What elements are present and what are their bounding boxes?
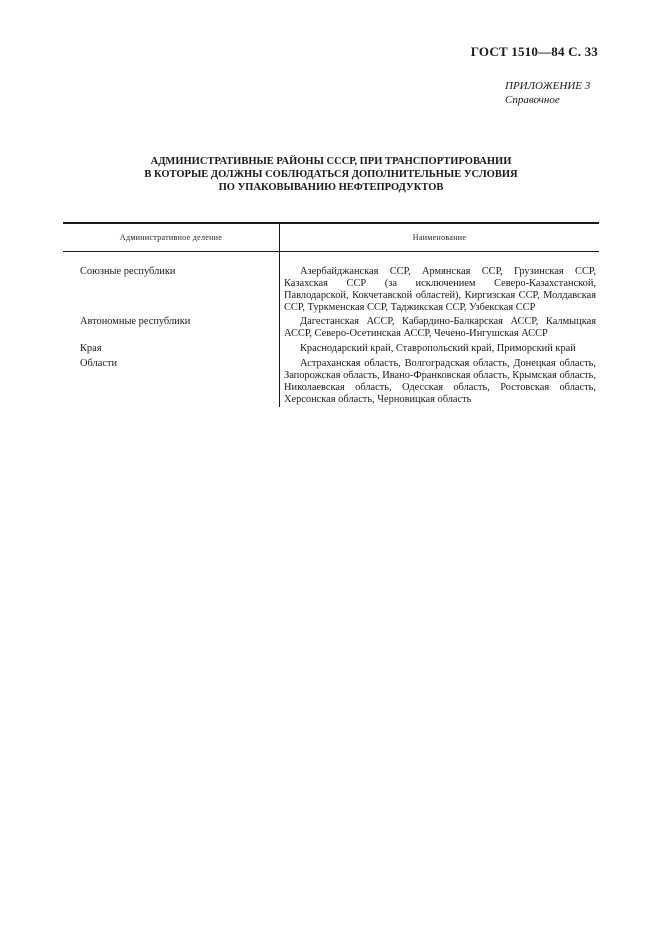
table-header-row: [63, 224, 599, 252]
column-header-name: Наименование: [279, 224, 599, 251]
appendix-label: ПРИЛОЖЕНИЕ 3: [505, 80, 591, 92]
title-line-1: АДМИНИСТРАТИВНЫЕ РАЙОНЫ СССР, ПРИ ТРАНСПОРТИРОВАНИИ: [150, 156, 512, 167]
names-cell: Азербайджанская ССР, Армянская ССР, Грузинская ССР, Казахская ССР (за исключением Северо-Казахстанской, Павлодарской, Кокчетавской областей), Киргизская ССР, Молдавская ССР, Туркменская ССР, Таджикская ССР, Узбекская ССР: [284, 266, 596, 314]
column-header-division: Административное деление: [119, 233, 223, 242]
names-cell: Дагестанская АССР, Кабардино-Балкарская АССР, Калмыцкая АССР, Северо-Осетинская АССР, Чечено-Ингушская АССР: [284, 316, 596, 340]
table-body: [63, 252, 599, 407]
division-cell: Области: [80, 357, 118, 369]
division-cell: Автономные республики: [80, 316, 191, 328]
title-line-3: ПО УПАКОВЫВАНИЮ НЕФТЕПРОДУКТОВ: [218, 182, 444, 193]
names-cell: Краснодарский край, Ставропольский край, Приморский край: [300, 342, 576, 354]
page-header: ГОСТ 1510—84 С. 33: [470, 44, 598, 59]
division-cell: Края: [80, 342, 102, 354]
division-cell: Союзные республики: [80, 266, 176, 277]
table-row: [63, 316, 599, 340]
column-divider: [279, 252, 280, 407]
document-title: [63, 155, 599, 194]
appendix-block: [505, 79, 590, 107]
names-cell: Астраханская область, Волгоградская область, Донецкая область, Запорожская область, Ивано-Франковская область, Крымская область, Николаевская область, Одесская область, Ростовская область, Херсонская область, Черновицкая область: [284, 357, 596, 405]
appendix-type: Справочное: [505, 94, 560, 106]
table-row: [63, 266, 599, 314]
title-line-2: В КОТОРЫЕ ДОЛЖНЫ СОБЛЮДАТЬСЯ ДОПОЛНИТЕЛЬНЫЕ УСЛОВИЯ: [144, 169, 518, 180]
table-row: [63, 343, 599, 355]
table-row: [63, 358, 599, 406]
admin-regions-table: [63, 222, 599, 407]
